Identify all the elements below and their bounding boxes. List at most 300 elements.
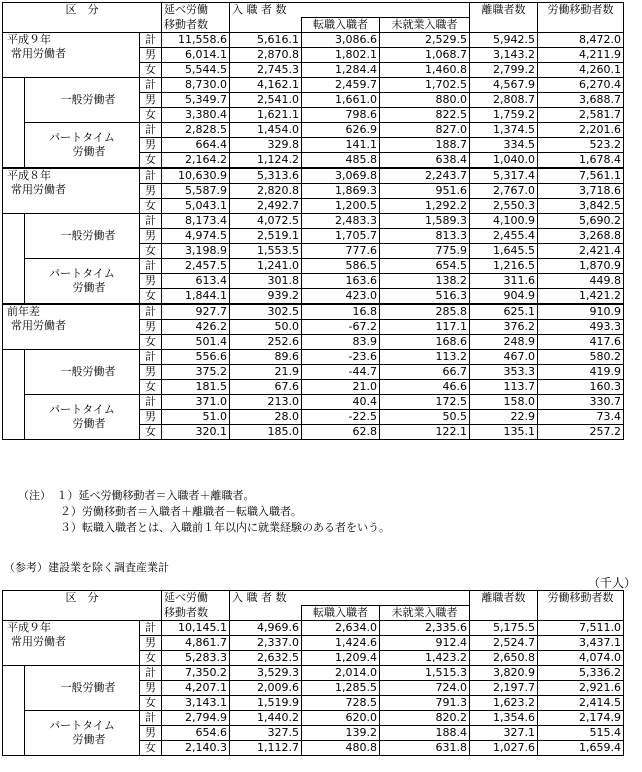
value-cell: 3,143.1: [162, 696, 230, 711]
value-cell: 40.4: [302, 395, 380, 410]
header-total-2: 移動者数: [162, 606, 230, 621]
group-title: 平成９年 常用労働者: [3, 33, 140, 78]
value-cell: 523.2: [538, 138, 624, 153]
sex-label: 計: [140, 168, 162, 184]
value-cell: 5,283.3: [162, 651, 230, 666]
value-cell: 5,043.1: [162, 199, 230, 214]
sex-label: 女: [140, 289, 162, 305]
value-cell: 2,197.7: [470, 681, 538, 696]
value-cell: 1,424.6: [302, 636, 380, 651]
table-row: [3, 666, 624, 681]
sex-label: 計: [140, 259, 162, 274]
value-cell: 1,553.5: [230, 244, 302, 259]
value-cell: 1,284.4: [302, 63, 380, 78]
value-cell: 777.6: [302, 244, 380, 259]
value-cell: 188.4: [380, 726, 470, 741]
header-total-2: 移動者数: [162, 18, 230, 33]
value-cell: 302.5: [230, 304, 302, 320]
value-cell: 371.0: [162, 395, 230, 410]
sex-label: 女: [140, 63, 162, 78]
sex-label: 男: [140, 365, 162, 380]
value-cell: 3,529.3: [230, 666, 302, 681]
value-cell: 1,374.5: [470, 123, 538, 138]
header-entries-spacer: [230, 606, 302, 621]
value-cell: 46.6: [380, 380, 470, 395]
value-cell: 1,200.5: [302, 199, 380, 214]
table-row: [3, 350, 624, 365]
value-cell: 213.0: [230, 395, 302, 410]
value-cell: 626.9: [302, 123, 380, 138]
value-cell: 1,621.1: [230, 108, 302, 123]
subgroup-label: 一般労働者: [25, 350, 140, 395]
value-cell: 1,623.2: [470, 696, 538, 711]
value-cell: 1,869.3: [302, 184, 380, 199]
sex-label: 計: [140, 621, 162, 636]
value-cell: 2,921.6: [538, 681, 624, 696]
value-cell: 3,268.8: [538, 229, 624, 244]
sex-label: 計: [140, 214, 162, 229]
group-title: 平成９年 常用労働者: [3, 621, 140, 666]
value-cell: 4,211.9: [538, 48, 624, 63]
value-cell: 2,483.3: [302, 214, 380, 229]
value-cell: 7,350.2: [162, 666, 230, 681]
value-cell: 5,587.9: [162, 184, 230, 199]
value-cell: 1,354.6: [470, 711, 538, 726]
value-cell: 1,844.1: [162, 289, 230, 305]
sex-label: 男: [140, 410, 162, 425]
sex-label: 計: [140, 395, 162, 410]
value-cell: 4,162.1: [230, 78, 302, 93]
note-2: ２）労働移動者＝入職者＋離職者－転職入職者。: [60, 505, 302, 518]
value-cell: 1,040.0: [470, 153, 538, 169]
sex-label: 計: [140, 711, 162, 726]
sex-label: 計: [140, 123, 162, 138]
header-entries-spacer: [230, 18, 302, 33]
sex-label: 男: [140, 726, 162, 741]
value-cell: 168.6: [380, 335, 470, 350]
value-cell: 2,529.5: [380, 33, 470, 48]
value-cell: 664.4: [162, 138, 230, 153]
value-cell: 329.8: [230, 138, 302, 153]
value-cell: -67.2: [302, 320, 380, 335]
value-cell: 4,974.5: [162, 229, 230, 244]
value-cell: -23.6: [302, 350, 380, 365]
value-cell: 1,124.2: [230, 153, 302, 169]
value-cell: 353.3: [470, 365, 538, 380]
value-cell: 2,243.7: [380, 168, 470, 184]
subgroup-label: パートタイム 労働者: [25, 395, 140, 440]
value-cell: 2,014.0: [302, 666, 380, 681]
value-cell: 2,335.6: [380, 621, 470, 636]
value-cell: 89.6: [230, 350, 302, 365]
indent-cell: [3, 259, 25, 305]
subgroup-label: パートタイム 労働者: [25, 123, 140, 169]
value-cell: 4,969.6: [230, 621, 302, 636]
value-cell: 951.6: [380, 184, 470, 199]
value-cell: 515.4: [538, 726, 624, 741]
header-newcomer: 未就業入職者: [380, 606, 470, 621]
value-cell: 3,380.4: [162, 108, 230, 123]
group-title: 平成８年 常用労働者: [3, 168, 140, 214]
header-transfer: 転職入職者: [302, 606, 380, 621]
note-3: ３）転職入職者とは、入職前１年以内に就業経験のある者をいう。: [60, 521, 390, 534]
value-cell: 1,068.7: [380, 48, 470, 63]
value-cell: 556.6: [162, 350, 230, 365]
value-cell: 820.2: [380, 711, 470, 726]
value-cell: 1,759.2: [470, 108, 538, 123]
value-cell: 117.1: [380, 320, 470, 335]
value-cell: 625.1: [470, 304, 538, 320]
value-cell: 1,241.0: [230, 259, 302, 274]
value-cell: 2,581.7: [538, 108, 624, 123]
value-cell: 5,942.5: [470, 33, 538, 48]
table-row: [3, 304, 624, 320]
subgroup-label: パートタイム 労働者: [25, 711, 140, 756]
table-row: [3, 168, 624, 184]
value-cell: 2,519.1: [230, 229, 302, 244]
value-cell: 1,112.7: [230, 741, 302, 756]
value-cell: 73.4: [538, 410, 624, 425]
value-cell: 4,072.5: [230, 214, 302, 229]
value-cell: 724.0: [380, 681, 470, 696]
value-cell: 2,799.2: [470, 63, 538, 78]
value-cell: 1,802.1: [302, 48, 380, 63]
sex-label: 女: [140, 153, 162, 169]
value-cell: 5,544.5: [162, 63, 230, 78]
value-cell: 62.8: [302, 425, 380, 440]
unit-label: （千人）: [587, 576, 636, 590]
header-entries: 入 職 者 数: [230, 591, 470, 606]
value-cell: 10,630.9: [162, 168, 230, 184]
value-cell: 1,659.4: [538, 741, 624, 756]
indent-cell: [3, 666, 25, 711]
sex-label: 男: [140, 274, 162, 289]
value-cell: 4,861.7: [162, 636, 230, 651]
value-cell: 21.0: [302, 380, 380, 395]
value-cell: 1,285.5: [302, 681, 380, 696]
value-cell: 8,173.4: [162, 214, 230, 229]
sex-label: 女: [140, 335, 162, 350]
value-cell: 1,460.8: [380, 63, 470, 78]
value-cell: 5,349.7: [162, 93, 230, 108]
value-cell: 10,145.1: [162, 621, 230, 636]
table-row: [3, 259, 624, 274]
value-cell: 113.7: [470, 380, 538, 395]
value-cell: 2,421.4: [538, 244, 624, 259]
value-cell: 467.0: [470, 350, 538, 365]
value-cell: 138.2: [380, 274, 470, 289]
value-cell: 3,718.6: [538, 184, 624, 199]
value-cell: 1,645.5: [470, 244, 538, 259]
table-row: [3, 123, 624, 138]
value-cell: 1,216.5: [470, 259, 538, 274]
value-cell: 5,336.2: [538, 666, 624, 681]
value-cell: 172.5: [380, 395, 470, 410]
value-cell: 2,457.5: [162, 259, 230, 274]
value-cell: 638.4: [380, 153, 470, 169]
value-cell: 1,589.3: [380, 214, 470, 229]
value-cell: 613.4: [162, 274, 230, 289]
value-cell: 375.2: [162, 365, 230, 380]
value-cell: 5,616.1: [230, 33, 302, 48]
indent-cell: [3, 350, 25, 395]
value-cell: 2,808.7: [470, 93, 538, 108]
value-cell: 2,337.0: [230, 636, 302, 651]
value-cell: 620.0: [302, 711, 380, 726]
value-cell: 728.5: [302, 696, 380, 711]
subgroup-label: 一般労働者: [25, 666, 140, 711]
value-cell: 904.9: [470, 289, 538, 305]
value-cell: 376.2: [470, 320, 538, 335]
sex-label: 女: [140, 696, 162, 711]
indent-cell: [3, 214, 25, 259]
sex-label: 男: [140, 636, 162, 651]
value-cell: 3,437.1: [538, 636, 624, 651]
value-cell: 423.0: [302, 289, 380, 305]
sex-label: 女: [140, 651, 162, 666]
sex-label: 計: [140, 78, 162, 93]
sex-label: 計: [140, 304, 162, 320]
sex-label: 男: [140, 48, 162, 63]
value-cell: 480.8: [302, 741, 380, 756]
value-cell: 5,313.6: [230, 168, 302, 184]
value-cell: 910.9: [538, 304, 624, 320]
subgroup-label: 一般労働者: [25, 78, 140, 123]
sex-label: 女: [140, 199, 162, 214]
value-cell: 3,069.8: [302, 168, 380, 184]
value-cell: -44.7: [302, 365, 380, 380]
header-separations: 離職者数: [470, 3, 538, 33]
table-row: [3, 711, 624, 726]
value-cell: 7,561.1: [538, 168, 624, 184]
value-cell: 417.6: [538, 335, 624, 350]
header-total: 延べ労働: [162, 3, 230, 18]
value-cell: -22.5: [302, 410, 380, 425]
header-movers: 労働移動者数: [538, 3, 624, 33]
value-cell: 330.7: [538, 395, 624, 410]
value-cell: 22.9: [470, 410, 538, 425]
value-cell: 1,027.6: [470, 741, 538, 756]
group-title: 前年差 常用労働者: [3, 304, 140, 350]
subgroup-label: パートタイム 労働者: [25, 259, 140, 305]
value-cell: 141.1: [302, 138, 380, 153]
value-cell: 939.2: [230, 289, 302, 305]
value-cell: 83.9: [302, 335, 380, 350]
value-cell: 2,745.3: [230, 63, 302, 78]
value-cell: 2,820.8: [230, 184, 302, 199]
value-cell: 3,688.7: [538, 93, 624, 108]
value-cell: 1,515.3: [380, 666, 470, 681]
value-cell: 516.3: [380, 289, 470, 305]
value-cell: 16.8: [302, 304, 380, 320]
value-cell: 185.0: [230, 425, 302, 440]
value-cell: 2,459.7: [302, 78, 380, 93]
value-cell: 8,730.0: [162, 78, 230, 93]
value-cell: 50.5: [380, 410, 470, 425]
value-cell: 285.8: [380, 304, 470, 320]
value-cell: 2,632.5: [230, 651, 302, 666]
value-cell: 2,550.3: [470, 199, 538, 214]
header-kubun: 区 分: [3, 3, 162, 33]
value-cell: 11,558.6: [162, 33, 230, 48]
value-cell: 2,201.6: [538, 123, 624, 138]
value-cell: 21.9: [230, 365, 302, 380]
value-cell: 301.8: [230, 274, 302, 289]
value-cell: 4,567.9: [470, 78, 538, 93]
indent-cell: [3, 78, 25, 123]
value-cell: 334.5: [470, 138, 538, 153]
value-cell: 449.8: [538, 274, 624, 289]
value-cell: 8,472.0: [538, 33, 624, 48]
header-entries: 入 職 者 数: [230, 3, 470, 18]
value-cell: 5,175.5: [470, 621, 538, 636]
value-cell: 2,164.2: [162, 153, 230, 169]
value-cell: 50.0: [230, 320, 302, 335]
value-cell: 813.3: [380, 229, 470, 244]
sex-label: 男: [140, 681, 162, 696]
value-cell: 775.9: [380, 244, 470, 259]
main-table: [2, 2, 624, 440]
value-cell: 3,198.9: [162, 244, 230, 259]
sex-label: 女: [140, 244, 162, 259]
value-cell: 2,634.0: [302, 621, 380, 636]
value-cell: 188.7: [380, 138, 470, 153]
sex-label: 男: [140, 93, 162, 108]
sex-label: 計: [140, 350, 162, 365]
value-cell: 586.5: [302, 259, 380, 274]
value-cell: 7,511.0: [538, 621, 624, 636]
value-cell: 2,767.0: [470, 184, 538, 199]
value-cell: 4,074.0: [538, 651, 624, 666]
value-cell: 485.8: [302, 153, 380, 169]
value-cell: 2,174.9: [538, 711, 624, 726]
indent-cell: [3, 123, 25, 169]
header-kubun: 区 分: [3, 591, 162, 621]
value-cell: 51.0: [162, 410, 230, 425]
value-cell: 181.5: [162, 380, 230, 395]
value-cell: 3,086.6: [302, 33, 380, 48]
value-cell: 880.0: [380, 93, 470, 108]
value-cell: 419.9: [538, 365, 624, 380]
header-total: 延べ労働: [162, 591, 230, 606]
value-cell: 248.9: [470, 335, 538, 350]
table-row: [3, 214, 624, 229]
sex-label: 計: [140, 33, 162, 48]
value-cell: 1,454.0: [230, 123, 302, 138]
value-cell: 654.5: [380, 259, 470, 274]
value-cell: 135.1: [470, 425, 538, 440]
value-cell: 1,519.9: [230, 696, 302, 711]
header-separations: 離職者数: [470, 591, 538, 621]
value-cell: 426.2: [162, 320, 230, 335]
note-1: （注） １）延べ労働移動者＝入職者＋離職者。: [18, 489, 255, 502]
value-cell: 5,317.4: [470, 168, 538, 184]
value-cell: 501.4: [162, 335, 230, 350]
value-cell: 4,260.1: [538, 63, 624, 78]
sex-label: 男: [140, 184, 162, 199]
sex-label: 男: [140, 229, 162, 244]
value-cell: 2,870.8: [230, 48, 302, 63]
value-cell: 4,100.9: [470, 214, 538, 229]
value-cell: 1,209.4: [302, 651, 380, 666]
value-cell: 2,414.5: [538, 696, 624, 711]
value-cell: 1,702.5: [380, 78, 470, 93]
value-cell: 158.0: [470, 395, 538, 410]
value-cell: 927.7: [162, 304, 230, 320]
value-cell: 160.3: [538, 380, 624, 395]
value-cell: 327.5: [230, 726, 302, 741]
value-cell: 1,421.2: [538, 289, 624, 305]
value-cell: 3,143.2: [470, 48, 538, 63]
value-cell: 654.6: [162, 726, 230, 741]
value-cell: 5,690.2: [538, 214, 624, 229]
table-row: [3, 395, 624, 410]
value-cell: 2,009.6: [230, 681, 302, 696]
sex-label: 女: [140, 741, 162, 756]
table-row: [3, 621, 624, 636]
value-cell: 2,140.3: [162, 741, 230, 756]
value-cell: 2,455.4: [470, 229, 538, 244]
notes: [18, 488, 390, 536]
header-movers: 労働移動者数: [538, 591, 624, 621]
indent-cell: [3, 395, 25, 440]
sex-label: 女: [140, 108, 162, 123]
value-cell: 1,292.2: [380, 199, 470, 214]
subgroup-label: 一般労働者: [25, 214, 140, 259]
table-row: [3, 78, 624, 93]
value-cell: 1,440.2: [230, 711, 302, 726]
value-cell: 791.3: [380, 696, 470, 711]
value-cell: 1,661.0: [302, 93, 380, 108]
value-cell: 2,492.7: [230, 199, 302, 214]
value-cell: 2,794.9: [162, 711, 230, 726]
value-cell: 327.1: [470, 726, 538, 741]
value-cell: 66.7: [380, 365, 470, 380]
value-cell: 2,524.7: [470, 636, 538, 651]
sex-label: 男: [140, 138, 162, 153]
value-cell: 2,650.8: [470, 651, 538, 666]
value-cell: 139.2: [302, 726, 380, 741]
value-cell: 493.3: [538, 320, 624, 335]
indent-cell: [3, 711, 25, 756]
value-cell: 798.6: [302, 108, 380, 123]
header-newcomer: 未就業入職者: [380, 18, 470, 33]
value-cell: 320.1: [162, 425, 230, 440]
value-cell: 1,870.9: [538, 259, 624, 274]
value-cell: 252.6: [230, 335, 302, 350]
value-cell: 1,705.7: [302, 229, 380, 244]
table-row: [3, 33, 624, 48]
value-cell: 4,207.1: [162, 681, 230, 696]
reference-table: [2, 590, 624, 756]
value-cell: 3,820.9: [470, 666, 538, 681]
sex-label: 女: [140, 380, 162, 395]
sex-label: 男: [140, 320, 162, 335]
value-cell: 163.6: [302, 274, 380, 289]
value-cell: 822.5: [380, 108, 470, 123]
value-cell: 6,270.4: [538, 78, 624, 93]
value-cell: 257.2: [538, 425, 624, 440]
reference-title: （参考）建設業を除く調査産業計: [4, 561, 169, 574]
header-transfer: 転職入職者: [302, 18, 380, 33]
value-cell: 6,014.1: [162, 48, 230, 63]
value-cell: 827.0: [380, 123, 470, 138]
value-cell: 580.2: [538, 350, 624, 365]
value-cell: 67.6: [230, 380, 302, 395]
value-cell: 2,541.0: [230, 93, 302, 108]
value-cell: 3,842.5: [538, 199, 624, 214]
sex-label: 女: [140, 425, 162, 440]
